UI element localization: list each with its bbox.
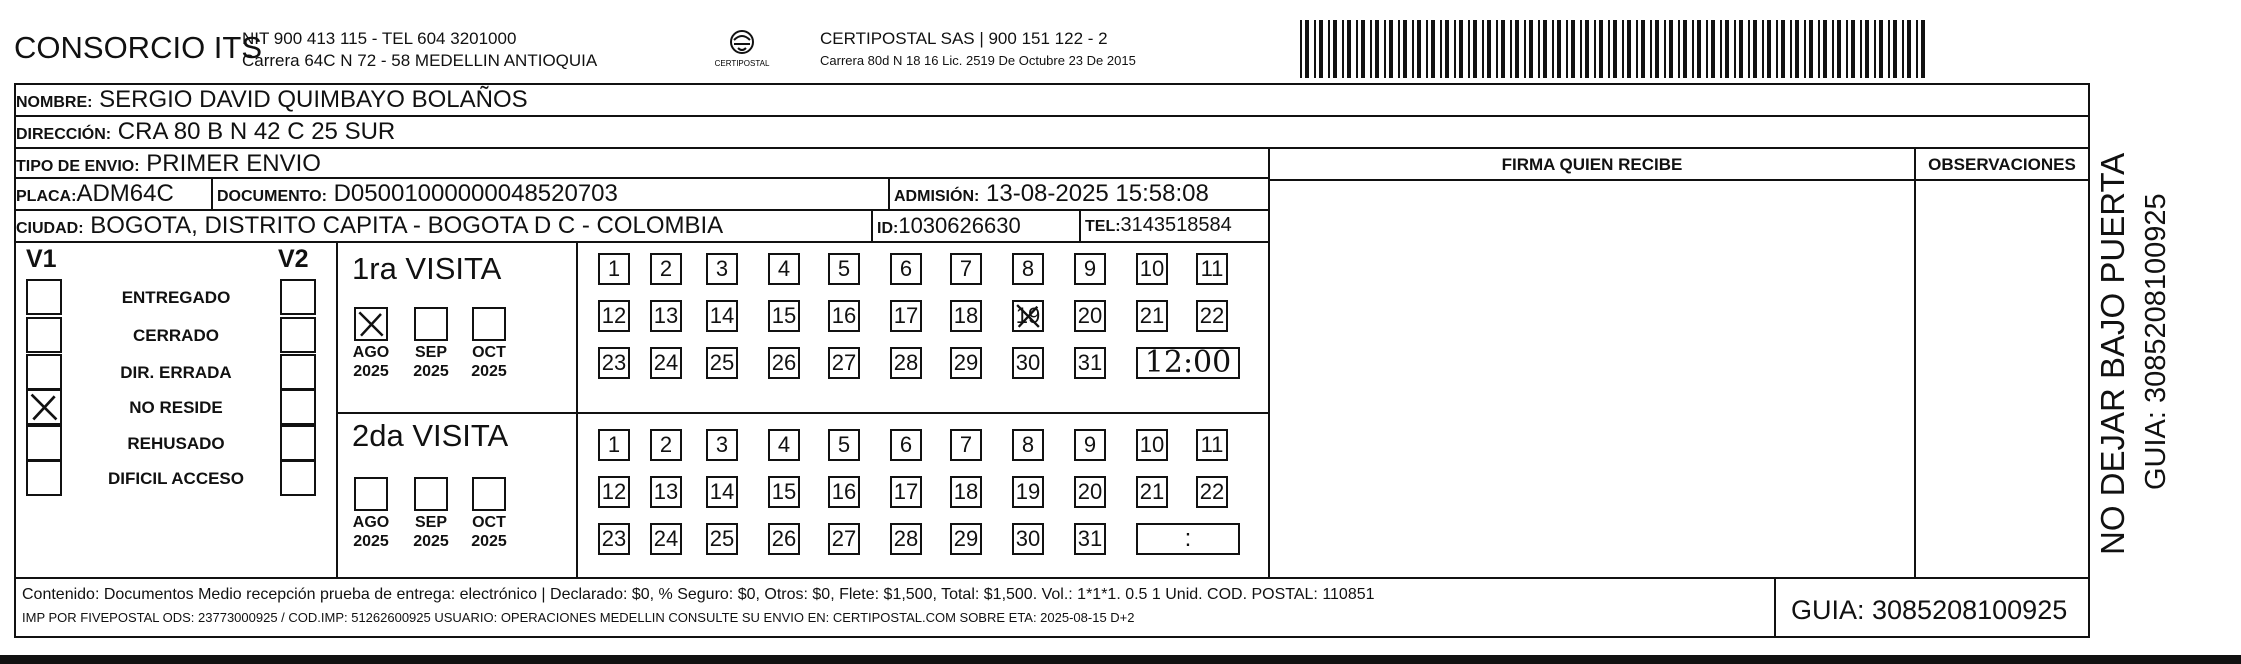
first-visit-month-oct-year: 2025	[471, 363, 507, 380]
second-visit-day-13[interactable]: 13	[650, 476, 682, 508]
second-visit-month-oct-label: OCT	[472, 514, 506, 531]
second-visit-day-11[interactable]: 11	[1196, 429, 1228, 461]
admision-label: ADMISIÓN:	[894, 188, 980, 205]
second-visit-title: 2da VISITA	[352, 418, 509, 453]
first-visit-day-30[interactable]: 30	[1012, 347, 1044, 379]
nombre-label: NOMBRE:	[16, 94, 93, 111]
first-visit-day-23[interactable]: 23	[598, 347, 630, 379]
v1-checkbox-rehusado[interactable]	[26, 425, 62, 461]
second-visit-day-9[interactable]: 9	[1074, 429, 1106, 461]
second-visit-month-caption	[344, 513, 398, 551]
second-visit-day-23[interactable]: 23	[598, 523, 630, 555]
first-visit-day-21[interactable]: 21	[1136, 300, 1168, 332]
placa-value: ADM64C	[76, 180, 174, 207]
second-visit-month-oct-checkbox[interactable]	[472, 477, 506, 511]
tipo-value: PRIMER ENVIO	[146, 150, 321, 177]
v2-checkbox-cerrado[interactable]	[280, 317, 316, 353]
v2-checkbox-rehusado[interactable]	[280, 425, 316, 461]
admision-cell	[888, 179, 1209, 211]
first-visit-month-oct-checkbox[interactable]	[472, 307, 506, 341]
bottom-bar	[0, 655, 2241, 664]
ciudad-label: CIUDAD:	[16, 220, 84, 237]
second-visit-day-20[interactable]: 20	[1074, 476, 1106, 508]
nit-line: NIT 900 413 115 - TEL 604 3201000	[242, 29, 517, 48]
second-visit-day-3[interactable]: 3	[706, 429, 738, 461]
second-visit-day-12[interactable]: 12	[598, 476, 630, 508]
firma-header: FIRMA QUIEN RECIBE	[1501, 155, 1683, 174]
v1-label: V1	[26, 245, 57, 273]
v2-label: V2	[278, 245, 309, 273]
id-label: ID:	[877, 220, 899, 237]
status-label-cerrado: CERRADO	[133, 326, 219, 345]
placa-row	[16, 179, 1268, 211]
second-visit-month-caption	[404, 513, 458, 551]
first-visit-day-16[interactable]: 16	[828, 300, 860, 332]
second-visit-day-1[interactable]: 1	[598, 429, 630, 461]
second-visit-day-6[interactable]: 6	[890, 429, 922, 461]
first-visit-month-caption	[462, 343, 516, 381]
second-visit-day-17[interactable]: 17	[890, 476, 922, 508]
first-visit-day-31[interactable]: 31	[1074, 347, 1106, 379]
v2-checkbox-entregado[interactable]	[280, 279, 316, 315]
first-visit-day-2[interactable]: 2	[650, 253, 682, 285]
first-visit-title: 1ra VISITA	[352, 251, 502, 286]
documento-value: D05001000000048520703	[333, 180, 618, 207]
v1-checkbox-cerrado[interactable]	[26, 317, 62, 353]
first-visit-day-14[interactable]: 14	[706, 300, 738, 332]
placa-label: PLACA:	[16, 188, 77, 205]
documento-label: DOCUMENTO:	[217, 188, 327, 205]
second-visit-day-28[interactable]: 28	[890, 523, 922, 555]
second-visit-day-21[interactable]: 21	[1136, 476, 1168, 508]
first-visit-day-20[interactable]: 20	[1074, 300, 1106, 332]
observaciones-field[interactable]	[1916, 181, 2088, 577]
second-visit-month-sep-label: SEP	[414, 514, 447, 531]
first-visit-day-8[interactable]: 8	[1012, 253, 1044, 285]
tipo-row	[16, 149, 1268, 179]
v1-checkbox-dir-errada[interactable]	[26, 354, 62, 390]
tipo-label: TIPO DE ENVIO:	[16, 158, 140, 175]
second-visit-month-ago-label: AGO	[352, 514, 390, 531]
second-visit-month-ago-year: 2025	[353, 533, 389, 550]
second-visit-day-22[interactable]: 22	[1196, 476, 1228, 508]
first-visit-day-1[interactable]: 1	[598, 253, 630, 285]
shipping-form	[14, 83, 2090, 638]
direccion-label: DIRECCIÓN:	[16, 126, 112, 143]
first-visit-day-12[interactable]: 12	[598, 300, 630, 332]
first-visit-month-sep-checkbox[interactable]	[414, 307, 448, 341]
second-visit-day-26[interactable]: 26	[768, 523, 800, 555]
admision-value: 13-08-2025 15:58:08	[986, 180, 1209, 207]
first-visit-month-caption	[404, 343, 458, 381]
certipostal-line: CERTIPOSTAL SAS | 900 151 122 - 2	[820, 29, 1108, 48]
observaciones-header: OBSERVACIONES	[1928, 155, 2076, 174]
first-visit-day-24[interactable]: 24	[650, 347, 682, 379]
first-visit-day-26[interactable]: 26	[768, 347, 800, 379]
second-visit-day-2[interactable]: 2	[650, 429, 682, 461]
tel-cell	[1079, 211, 1232, 241]
first-visit-day-17[interactable]: 17	[890, 300, 922, 332]
footer-imp: IMP POR FIVEPOSTAL ODS: 23773000925 / COD.IMP: 51262600925 USUARIO: OPERACIONES MEDELLIN CONSULTE SU ENVIO EN: CERTIPOSTAL.COM SOBRE ETA: 2025-08-15 D+2	[22, 610, 1135, 625]
second-visit-day-27[interactable]: 27	[828, 523, 860, 555]
first-visit-day-11[interactable]: 11	[1196, 253, 1228, 285]
status-label-dir-errada: DIR. ERRADA	[120, 363, 232, 382]
second-visit-day-31[interactable]: 31	[1074, 523, 1106, 555]
first-visit-month-oct-label: OCT	[472, 344, 506, 361]
v1-checkbox-entregado[interactable]	[26, 279, 62, 315]
status-label-dificil-acceso: DIFICIL ACCESO	[107, 469, 244, 488]
certipostal-info	[820, 28, 1136, 72]
first-visit-day-28[interactable]: 28	[890, 347, 922, 379]
direccion-value: CRA 80 B N 42 C 25 SUR	[117, 118, 396, 145]
direccion-row	[16, 117, 2088, 149]
second-visit-day-18[interactable]: 18	[950, 476, 982, 508]
first-visit-month-ago-label: AGO	[352, 344, 390, 361]
no-dejar-bajo-puerta: NO DEJAR BAJO PUERTA	[2094, 152, 2131, 555]
footer-content: Contenido: Documentos Medio recepción prueba de entrega: electrónico | Declarado: $0, % Seguro: $0, Otros: $0, Flete: $1,500, Total: $1,500. Vol.: 1*1*1. 0.5 1 Unid. COD. POSTAL: 110851	[22, 586, 1375, 603]
status-label-no-reside: NO RESIDE	[129, 398, 223, 417]
second-visit-day-19[interactable]: 19	[1012, 476, 1044, 508]
footer-guia: GUIA: 3085208100925	[1791, 595, 2068, 625]
second-visit-day-30[interactable]: 30	[1012, 523, 1044, 555]
first-visit-day-19[interactable]: 19	[1012, 300, 1044, 332]
second-visit-month-sep-year: 2025	[413, 533, 449, 550]
first-visit-day-27[interactable]: 27	[828, 347, 860, 379]
second-visit-day-25[interactable]: 25	[706, 523, 738, 555]
second-visit-day-4[interactable]: 4	[768, 429, 800, 461]
nombre-row	[16, 85, 2088, 117]
status-label-entregado: ENTREGADO	[121, 288, 231, 307]
second-visit-time-field[interactable]: :	[1136, 523, 1240, 555]
certipostal-logo	[710, 28, 774, 70]
company-name: CONSORCIO ITS	[14, 30, 263, 65]
second-visit-day-7[interactable]: 7	[950, 429, 982, 461]
first-visit-day-22[interactable]: 22	[1196, 300, 1228, 332]
status-label-rehusado: REHUSADO	[127, 434, 225, 453]
second-visit-day-24[interactable]: 24	[650, 523, 682, 555]
v2-checkbox-dificil-acceso[interactable]	[280, 460, 316, 496]
second-visit-day-15[interactable]: 15	[768, 476, 800, 508]
first-visit-month-caption	[344, 343, 398, 381]
id-value: 1030626630	[898, 213, 1021, 238]
first-visit-month-ago-checkbox[interactable]	[354, 307, 388, 341]
second-visit-day-10[interactable]: 10	[1136, 429, 1168, 461]
svg-text:CERTIPOSTAL: CERTIPOSTAL	[714, 59, 770, 68]
second-visit-month-sep-checkbox[interactable]	[414, 477, 448, 511]
second-visit-day-29[interactable]: 29	[950, 523, 982, 555]
first-visit-month-ago-year: 2025	[353, 363, 389, 380]
second-visit-month-caption	[462, 513, 516, 551]
first-visit-month-sep-label: SEP	[414, 344, 447, 361]
first-visit-day-7[interactable]: 7	[950, 253, 982, 285]
documento-cell	[211, 179, 618, 211]
first-visit-day-29[interactable]: 29	[950, 347, 982, 379]
v1-checkbox-no-reside[interactable]	[26, 389, 62, 425]
first-visit-day-15[interactable]: 15	[768, 300, 800, 332]
v1-checkbox-dificil-acceso[interactable]	[26, 460, 62, 496]
first-visit-day-5[interactable]: 5	[828, 253, 860, 285]
barcode	[1300, 20, 1936, 78]
firma-field[interactable]	[1270, 181, 1914, 577]
address-line: Carrera 64C N 72 - 58 MEDELLIN ANTIOQUIA	[242, 51, 598, 70]
side-guia: GUIA: 3085208100925	[2140, 193, 2172, 490]
first-visit-day-25[interactable]: 25	[706, 347, 738, 379]
second-visit-day-16[interactable]: 16	[828, 476, 860, 508]
v2-checkbox-dir-errada[interactable]	[280, 354, 316, 390]
first-visit-day-6[interactable]: 6	[890, 253, 922, 285]
nombre-value: SERGIO DAVID QUIMBAYO BOLAÑOS	[99, 86, 528, 113]
first-visit-day-3[interactable]: 3	[706, 253, 738, 285]
first-visit-day-4[interactable]: 4	[768, 253, 800, 285]
second-visit-month-oct-year: 2025	[471, 533, 507, 550]
first-visit-day-10[interactable]: 10	[1136, 253, 1168, 285]
second-visit-day-14[interactable]: 14	[706, 476, 738, 508]
v2-checkbox-no-reside[interactable]	[280, 389, 316, 425]
second-visit-month-ago-checkbox[interactable]	[354, 477, 388, 511]
ciudad-row	[16, 211, 1268, 243]
ciudad-value: BOGOTA, DISTRITO CAPITA - BOGOTA D C - COLOMBIA	[90, 212, 724, 239]
id-cell	[871, 211, 1021, 241]
second-visit-day-5[interactable]: 5	[828, 429, 860, 461]
license-line: Carrera 80d N 18 16 Lic. 2519 De Octubre 23 De 2015	[820, 53, 1136, 68]
first-visit-day-13[interactable]: 13	[650, 300, 682, 332]
first-visit-month-sep-year: 2025	[413, 363, 449, 380]
first-visit-day-18[interactable]: 18	[950, 300, 982, 332]
second-visit-day-8[interactable]: 8	[1012, 429, 1044, 461]
first-visit-time-field[interactable]: 12:00	[1136, 347, 1240, 379]
company-info	[242, 28, 597, 72]
first-visit-day-9[interactable]: 9	[1074, 253, 1106, 285]
tel-label: TEL:	[1085, 218, 1121, 235]
tel-value: 3143518584	[1120, 214, 1232, 236]
